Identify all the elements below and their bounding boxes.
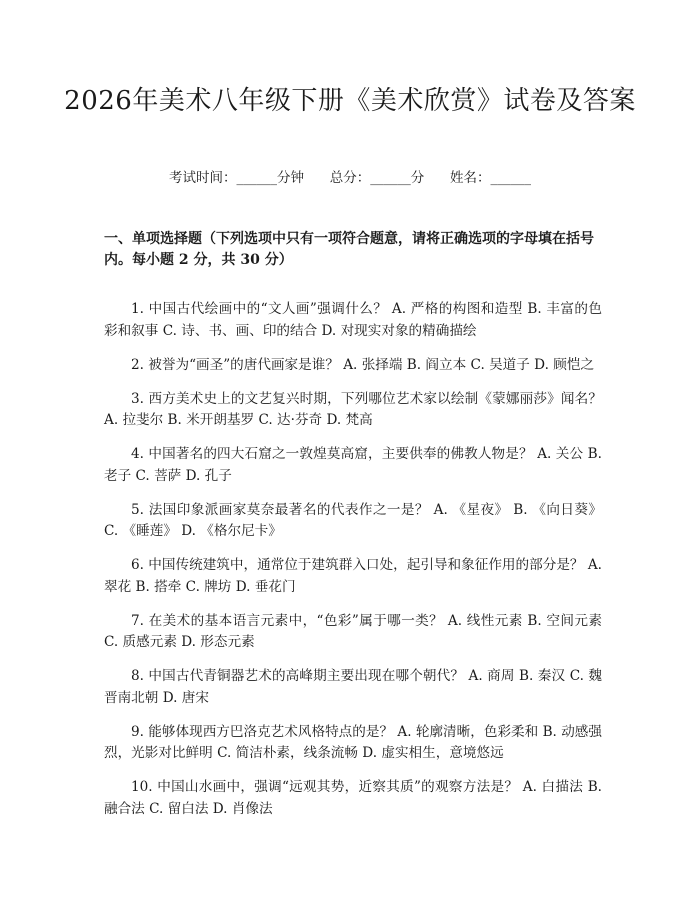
exam-info-line: 考试时间：______分钟 总分：______分 姓名：______ xyxy=(169,170,531,186)
question-6: 6. 中国传统建筑中，通常位于建筑群入口处，起引导和象征作用的部分是？ A. 翠花 B. 搭牵 C. 牌坊 D. 垂花门 xyxy=(104,557,602,595)
question-2: 2. 被誉为“画圣”的唐代画家是谁？ A. 张择端 B. 阎立本 C. 吴道子 D. 顾恺之 xyxy=(131,356,595,373)
page-title: 2026年美术八年级下册《美术欣赏》试卷及答案 xyxy=(64,86,636,116)
question-9: 9. 能够体现西方巴洛克艺术风格特点的是？ A. 轮廓清晰，色彩柔和 B. 动感强烈，光影对比鲜明 C. 简洁朴素，线条流畅 D. 虚实相生，意境悠远 xyxy=(104,723,602,761)
question-1: 1. 中国古代绘画中的“文人画”强调什么？ A. 严格的构图和造型 B. 丰富的色彩和叙事 C. 诗、书、画、印的结合 D. 对现实对象的精确描绘 xyxy=(104,301,602,339)
question-7: 7. 在美术的基本语言元素中，“色彩”属于哪一类？ A. 线性元素 B. 空间元素 C. 质感元素 D. 形态元素 xyxy=(104,612,602,650)
question-3: 3. 西方美术史上的文艺复兴时期，下列哪位艺术家以绘制《蒙娜丽莎》闻名？ A. 拉斐尔 B. 米开朗基罗 C. 达·芬奇 D. 梵高 xyxy=(104,390,602,428)
question-5: 5. 法国印象派画家莫奈最著名的代表作之一是？ A. 《星夜》 B. 《向日葵》 C. 《睡莲》 D. 《格尔尼卡》 xyxy=(104,501,602,539)
section-heading: 一、单项选择题（下列选项中只有一项符合题意，请将正确选项的字母填在括号内。每小题 2 分，共 30 分） xyxy=(104,231,594,268)
question-4: 4. 中国著名的四大石窟之一敦煌莫高窟，主要供奉的佛教人物是？ A. 关公 B. 老子 C. 菩萨 D. 孔子 xyxy=(104,446,602,484)
question-list xyxy=(104,299,602,833)
question-10: 10. 中国山水画中，强调“远观其势，近察其质”的观察方法是？ A. 白描法 B. 融合法 C. 留白法 D. 肖像法 xyxy=(104,779,602,817)
question-8: 8. 中国古代青铜器艺术的高峰期主要出现在哪个朝代？ A. 商周 B. 秦汉 C. 魏晋南北朝 D. 唐宋 xyxy=(104,668,602,706)
